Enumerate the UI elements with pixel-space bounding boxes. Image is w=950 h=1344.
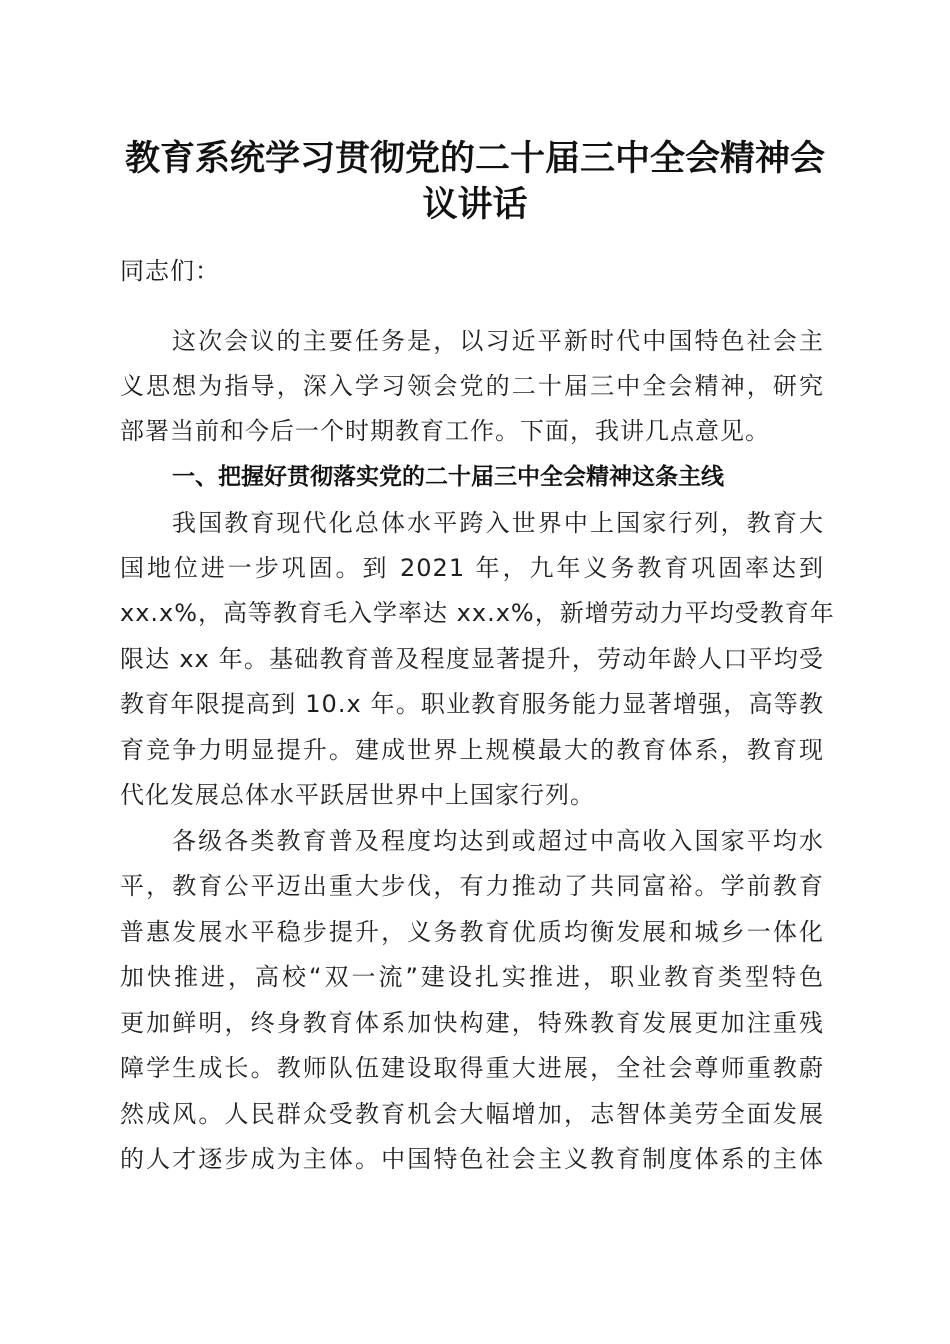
document-title-line-2: 议讲话 [422, 184, 528, 225]
paragraph-3-line-4: 加快推进，高校“双一流”建设扎实推进，职业教育类型特色 [120, 963, 824, 991]
paragraph-2-line-2: 国地位进一步巩固。到 2021 年，九年义务教育巩固率达到 [120, 554, 824, 582]
paragraph-1-line-2: 义思想为指导，深入学习领会党的二十届三中全会精神，研究 [120, 372, 824, 400]
paragraph-3-line-5: 更加鲜明，终身教育体系加快构建，特殊教育发展更加注重残 [120, 1009, 824, 1037]
paragraph-2-line-3: xx.x%，高等教育毛入学率达 xx.x%，新增劳动力平均受教育年 [120, 599, 835, 627]
paragraph-3-line-7: 然成风。人民群众受教育机会大幅增加，志智体美劳全面发展 [120, 1100, 824, 1128]
paragraph-2-line-7: 代化发展总体水平跃居世界中上国家行列。 [120, 781, 595, 809]
paragraph-3-line-8: 的人才逐步成为主体。中国特色社会主义教育制度体系的主体 [120, 1145, 824, 1173]
paragraph-3-line-3: 普惠发展水平稳步提升，义务教育优质均衡发展和城乡一体化 [120, 918, 824, 946]
document-title-line-1: 教育系统学习贯彻党的二十届三中全会精神会 [124, 138, 825, 179]
paragraph-1-line-1: 这次会议的主要任务是，以习近平新时代中国特色社会主 [172, 327, 824, 355]
paragraph-3-line-2: 平，教育公平迈出重大步伐，有力推动了共同富裕。学前教育 [120, 872, 824, 900]
paragraph-2-line-5: 教育年限提高到 10.x 年。职业教育服务能力显著增强，高等教 [120, 690, 824, 718]
paragraph-1-line-3: 部署当前和今后一个时期教育工作。下面，我讲几点意见。 [120, 417, 770, 445]
section-heading-1: 一、把握好贯彻落实党的二十届三中全会精神这条主线 [172, 464, 724, 490]
paragraph-2-line-1: 我国教育现代化总体水平跨入世界中上国家行列，教育大 [172, 509, 824, 537]
paragraph-3-line-1: 各级各类教育普及程度均达到或超过中高收入国家平均水 [172, 827, 824, 855]
paragraph-2-line-4: 限达 xx 年。基础教育普及程度显著提升，劳动年龄人口平均受 [120, 645, 824, 673]
paragraph-3-line-6: 障学生成长。教师队伍建设取得重大进展，全社会尊师重教蔚 [120, 1054, 824, 1082]
salutation: 同志们： [120, 257, 220, 285]
paragraph-2-line-6: 育竞争力明显提升。建成世界上规模最大的教育体系，教育现 [120, 736, 824, 764]
